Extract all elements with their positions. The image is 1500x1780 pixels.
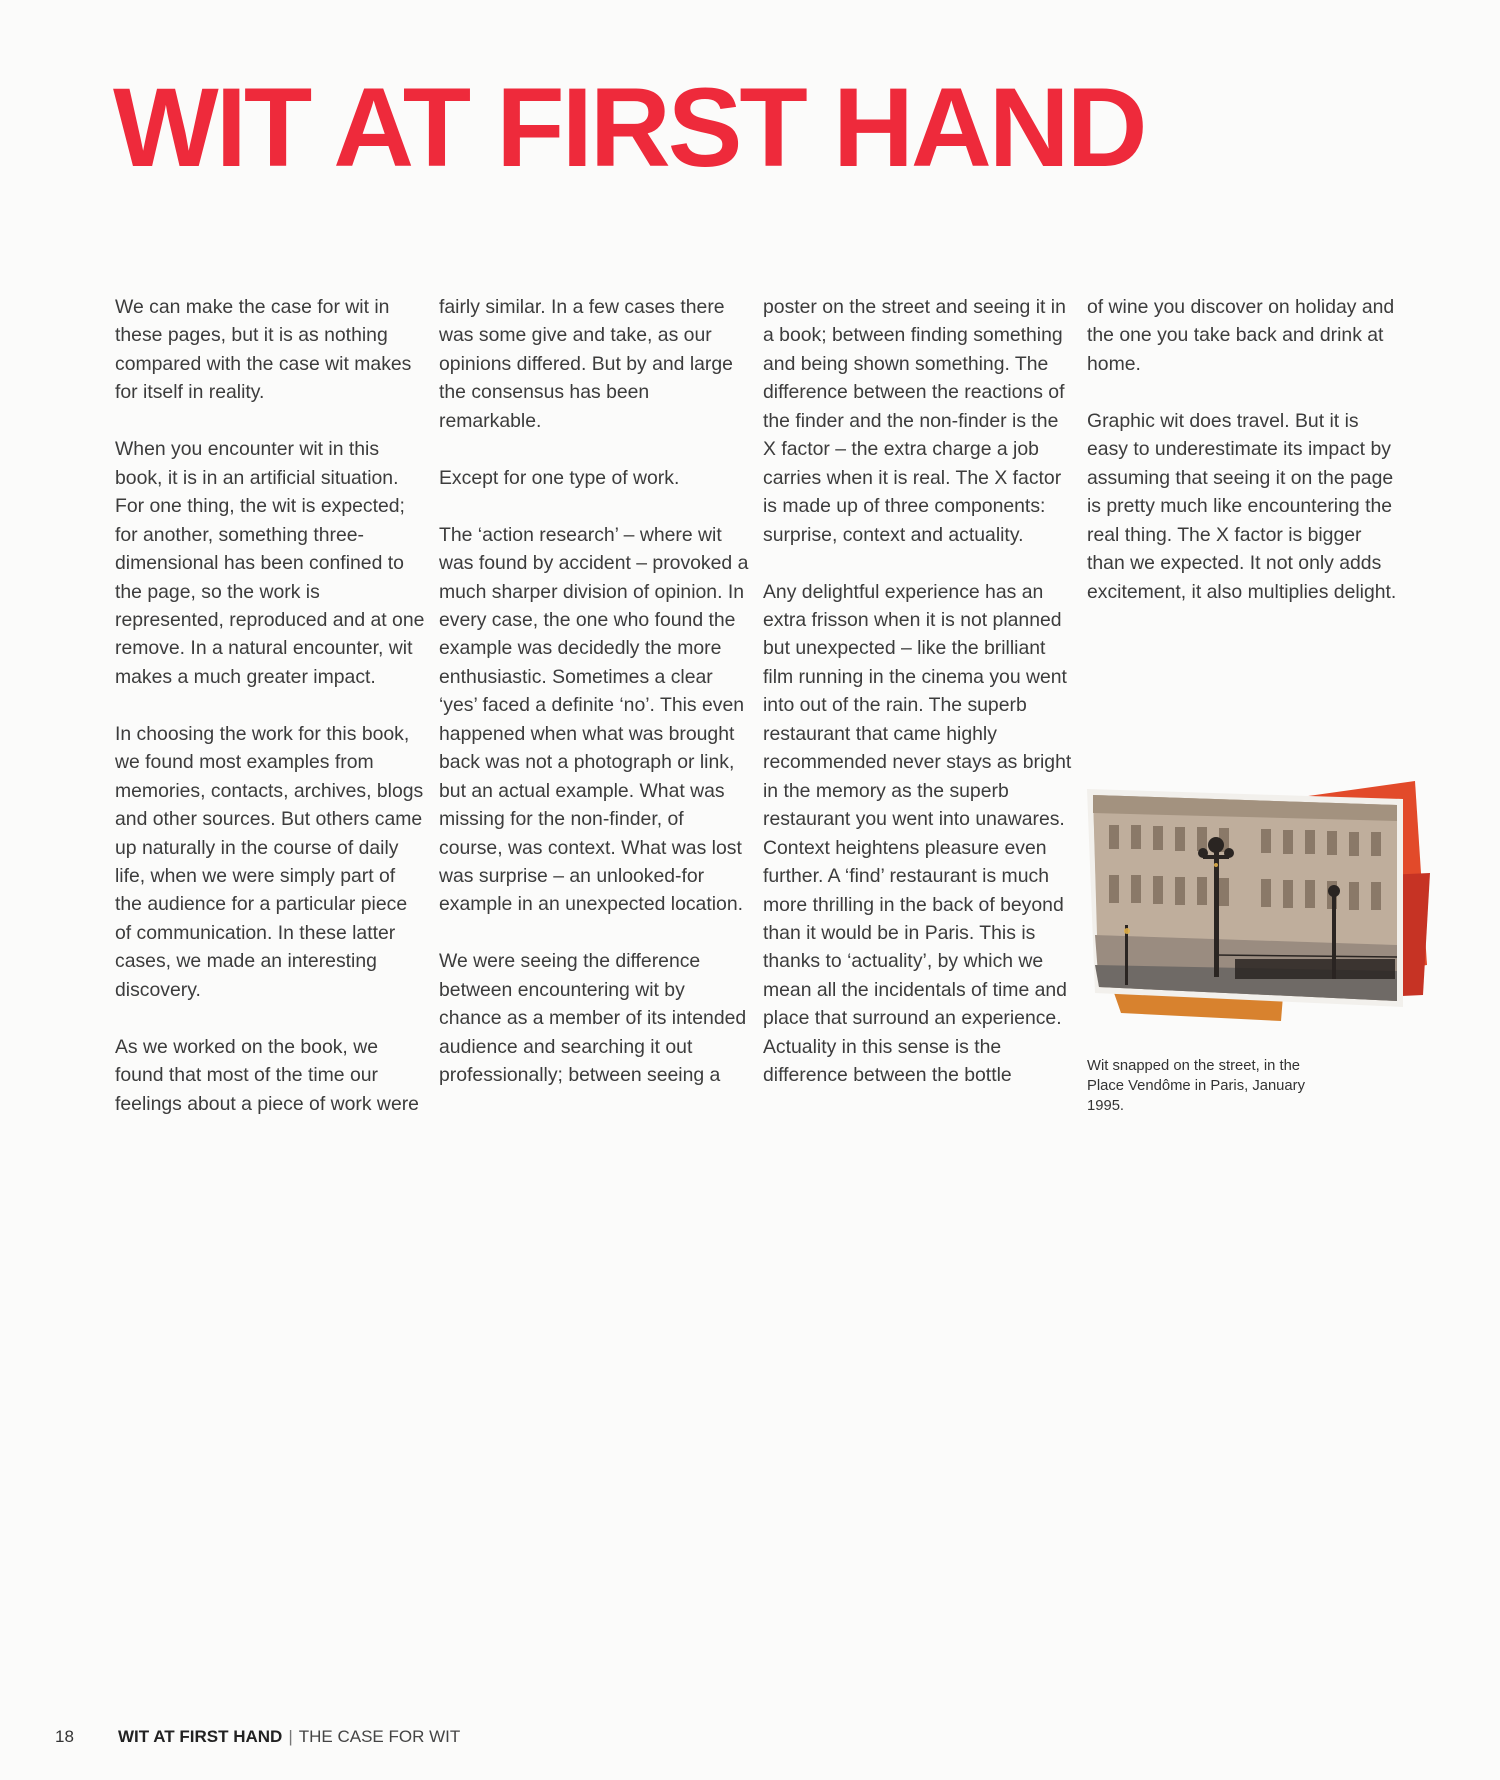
page-footer xyxy=(55,1727,460,1747)
text-column-3 xyxy=(763,293,1075,1118)
footer-chapter: WIT AT FIRST HAND xyxy=(118,1727,283,1746)
paragraph: In choosing the work for this book, we found most examples from memories, contacts, archives, blogs and other sources. But others came up naturally in the course of daily life, when we were simply part of the audience for a particular piece of communication. In these latter cases, we made an interesting discovery. xyxy=(115,722,424,1001)
paragraph: The ‘action research’ – where wit was found by accident – provoked a much sharper division of opinion. In every case, the one who found the example was decidedly the more enthusiastic. Sometimes a clear ‘yes’ faced a definite ‘no’. This even happened when what was brought back was not a photograph or link, but an actual example. What was missing for the non-finder, of course, was context. What was lost was surprise – an unlooked-for example in an unexpected location. xyxy=(439,523,749,916)
paragraph: As we worked on the book, we found that most of the time our feelings about a piece of work were xyxy=(115,1035,419,1115)
text-column-2 xyxy=(439,293,751,1118)
paragraph: of wine you discover on holiday and the one you take back and drink at home. xyxy=(1087,296,1395,375)
paragraph: Except for one type of work. xyxy=(439,466,680,489)
text-column-1 xyxy=(115,293,427,1147)
street-photo-collage xyxy=(1085,775,1430,1025)
footer-section: THE CASE FOR WIT xyxy=(298,1727,461,1746)
page-number: 18 xyxy=(55,1727,74,1746)
photo-main xyxy=(1087,789,1403,1007)
paragraph: We were seeing the difference between encountering wit by chance as a member of its intended audience and searching it out professionally; between seeing a xyxy=(439,950,747,1087)
paragraph: poster on the street and seeing it in a book; between finding something and being shown something. The difference between the reactions of the finder and the non-finder is the X factor – the extra charge a job carries when it is real. The X factor is made up of three components: surprise, context and actuality. xyxy=(763,296,1066,546)
page-title: WIT AT FIRST HAND xyxy=(113,65,1145,190)
paragraph: When you encounter wit in this book, it is in an artificial situation. For one thing, the wit is expected; for another, something three-dimensional has been confined to the page, so the work is represented, reproduced and at one remove. In a natural encounter, wit makes a much greater impact. xyxy=(115,438,425,688)
paragraph: Graphic wit does travel. But it is easy to underestimate its impact by assuming that seeing it on the page is pretty much like encountering the real thing. The X factor is bigger than we expected. It not only adds excitement, it also multiplies delight. xyxy=(1087,409,1397,603)
paragraph: Any delightful experience has an extra frisson when it is not planned but unexpected – like the brilliant film running in the cinema you went into out of the rain. The superb restaurant that came highly recommended never stays as bright in the memory as the superb restaurant you went into unawares. Context heightens pleasure even further. A ‘find’ restaurant is much more thrilling in the back of beyond than it would be in Paris. This is thanks to ‘actuality’, by which we mean all the incidentals of time and place that surround an experience. Actuality in this sense is the difference between the bottle xyxy=(763,580,1072,1087)
figure-caption: Wit snapped on the street, in the Place Vendôme in Paris, January 1995. xyxy=(1087,1058,1305,1114)
paragraph: We can make the case for wit in these pages, but it is as nothing compared with the case wit makes for itself in reality. xyxy=(115,296,412,404)
paragraph: fairly similar. In a few cases there was some give and take, as our opinions differed. But by and large the consensus has been remarkable. xyxy=(439,296,733,432)
footer-separator: | xyxy=(288,1727,293,1746)
text-column-4 xyxy=(1087,293,1399,634)
